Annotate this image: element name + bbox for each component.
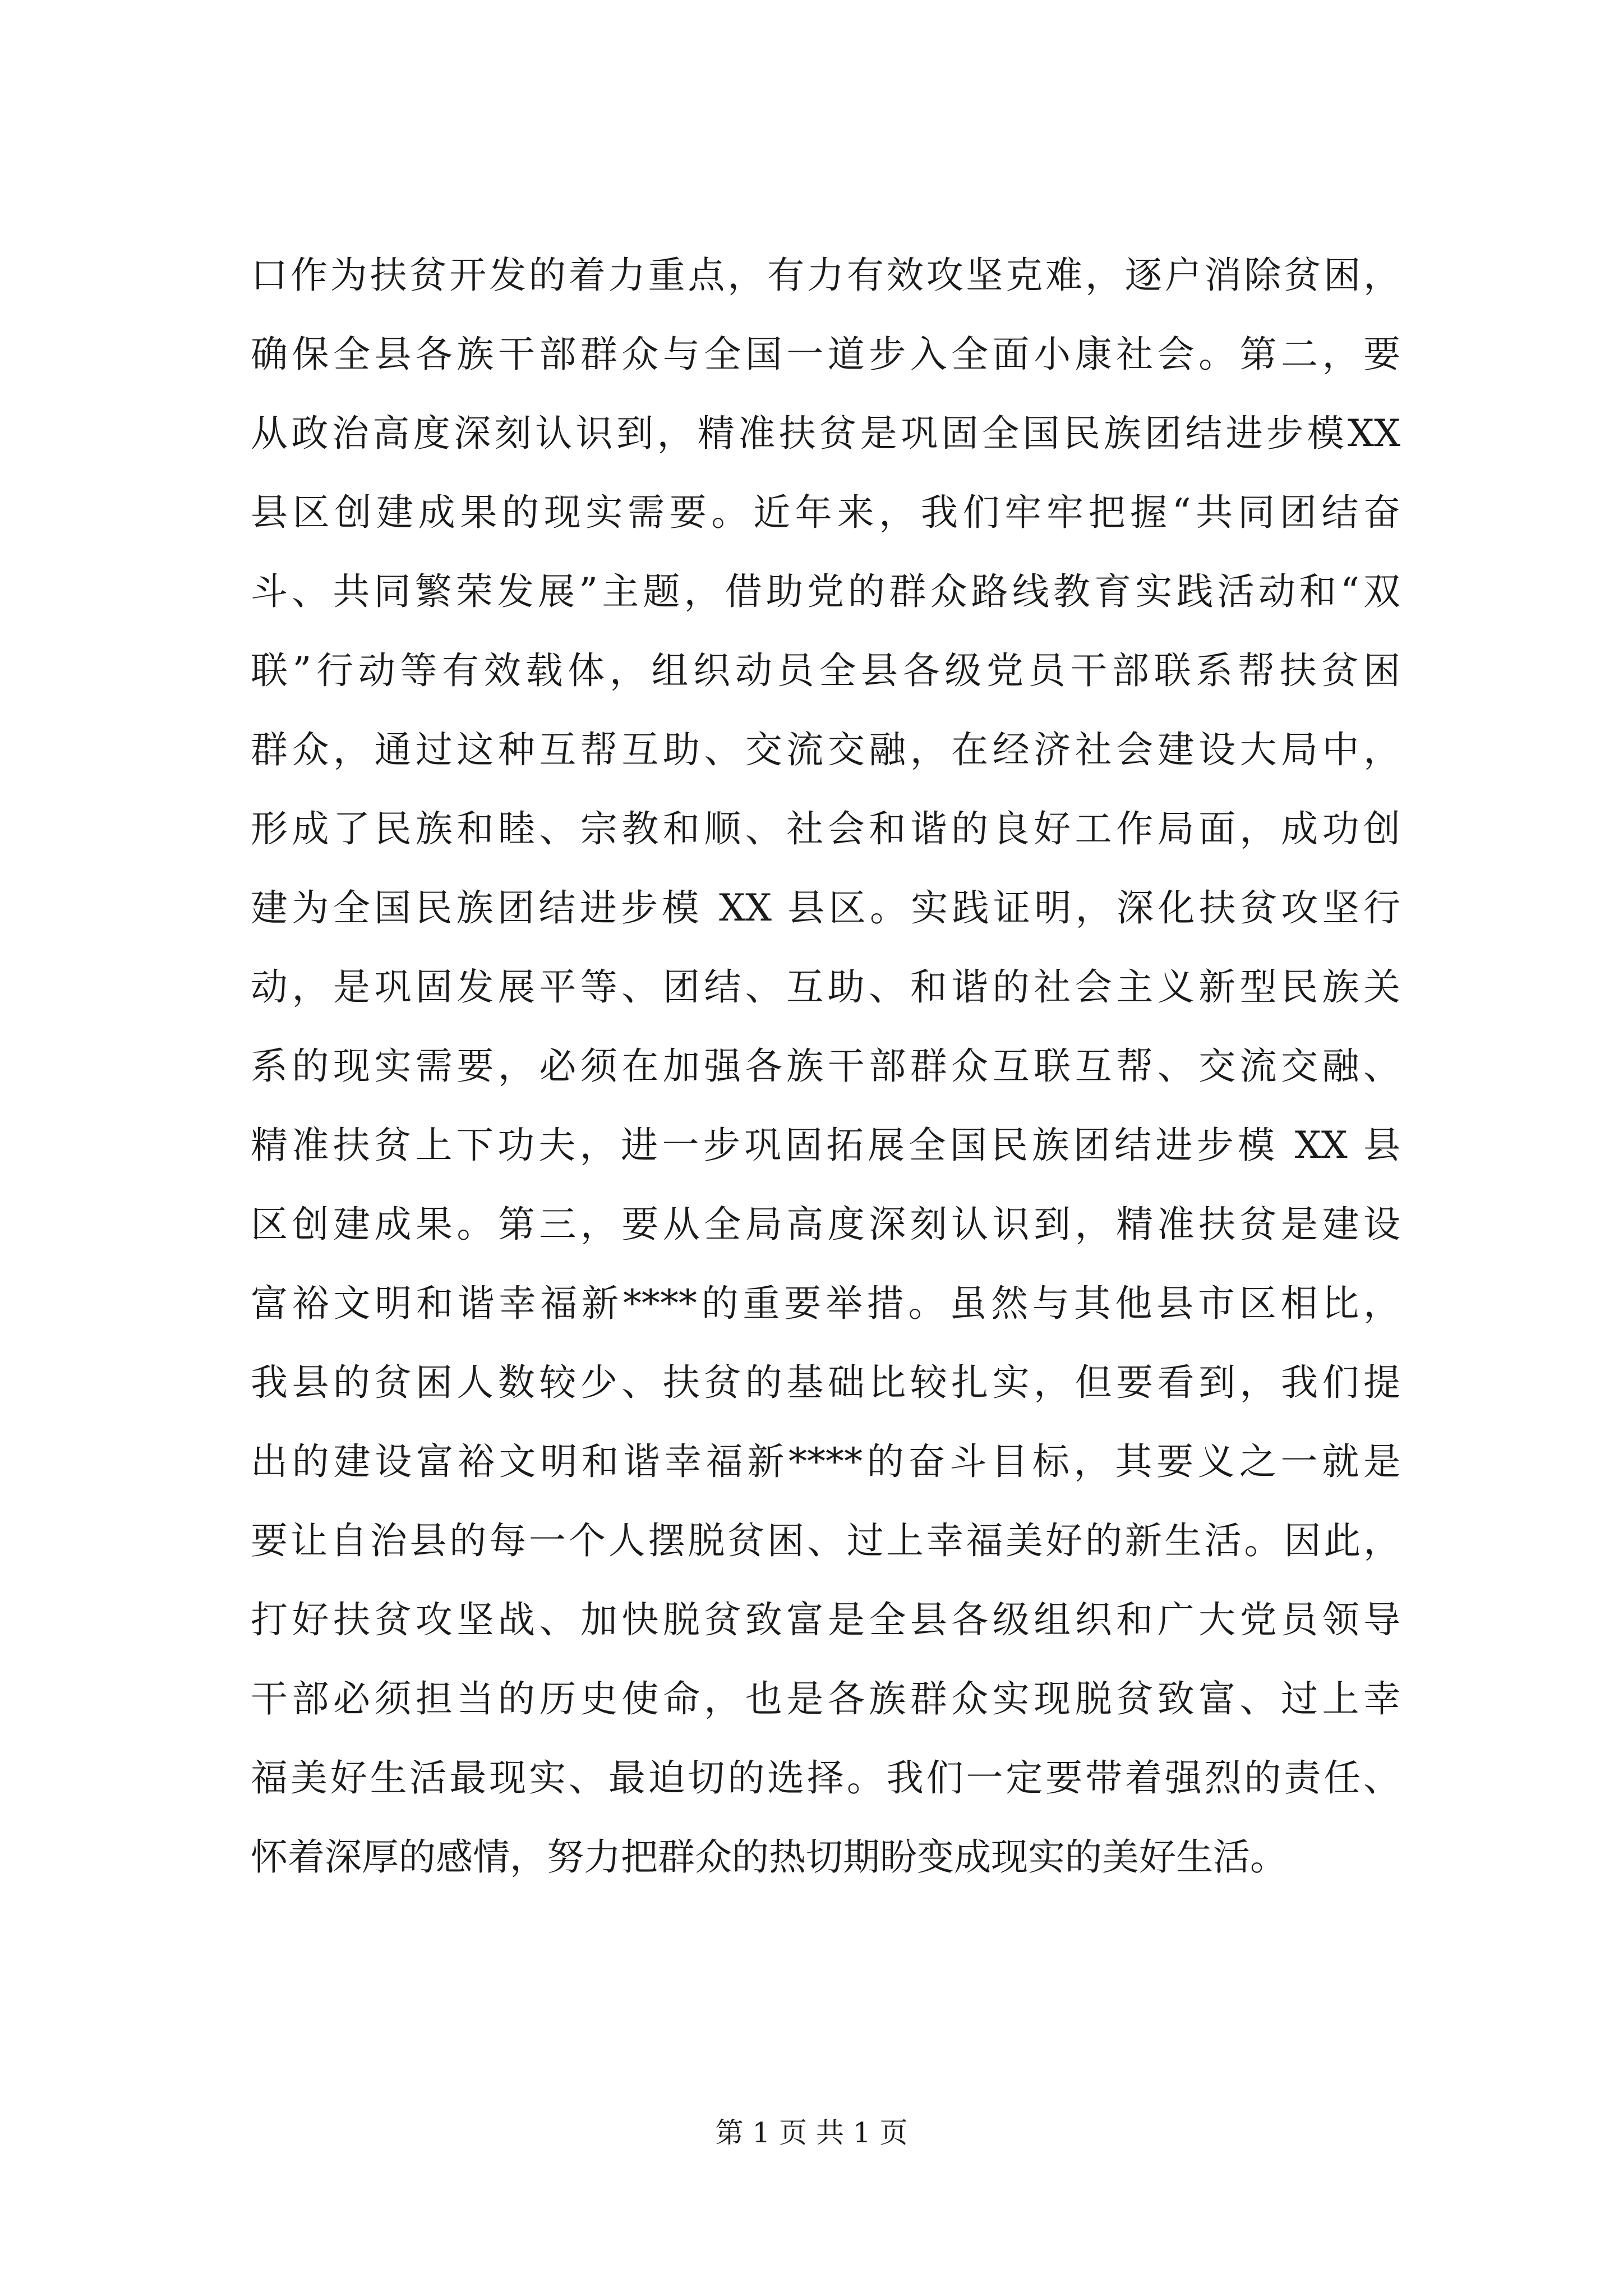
body-text [251,236,1400,1897]
text-line: 县区创建成果的现实需要。近年来，我们牢牢把握“共同团结奋 [251,491,1400,534]
text-line: 形成了民族和睦、宗教和顺、社会和谐的良好工作局面，成功创 [251,807,1400,850]
text-line: 斗、共同繁荣发展”主题，借助党的群众路线教育实践活动和“双 [251,570,1400,613]
text-line: 建为全国民族团结进步模 XX 县区。实践证明，深化扶贫攻坚行 [251,886,1400,930]
text-line: 动，是巩固发展平等、团结、互助、和谐的社会主义新型民族关 [251,965,1400,1009]
text-line: 富裕文明和谐幸福新****的重要举措。虽然与其他县市区相比， [251,1282,1400,1325]
text-line: 系的现实需要，必须在加强各族干部群众互联互帮、交流交融、 [251,1045,1400,1088]
text-line: 出的建设富裕文明和谐幸福新****的奋斗目标，其要义之一就是 [251,1440,1400,1483]
text-line: 怀着深厚的感情，努力把群众的热切期盼变成现实的美好生活。 [251,1835,1287,1879]
text-line: 要让自治县的每一个人摆脱贫困、过上幸福美好的新生活。因此， [251,1519,1400,1562]
page-footer [0,2116,1623,2150]
text-line: 联”行动等有效载体，组织动员全县各级党员干部联系帮扶贫困 [251,649,1400,692]
text-line: 区创建成果。第三，要从全局高度深刻认识到，精准扶贫是建设 [251,1203,1400,1246]
page-number-label: 第 1 页 共 1 页 [715,2116,908,2149]
text-line: 口作为扶贫开发的着力重点，有力有效攻坚克难，逐户消除贫困， [251,254,1400,297]
text-line: 我县的贫困人数较少、扶贫的基础比较扎实，但要看到，我们提 [251,1361,1400,1404]
text-line: 群众，通过这种互帮互助、交流交融，在经济社会建设大局中， [251,728,1400,771]
text-line: 打好扶贫攻坚战、加快脱贫致富是全县各级组织和广大党员领导 [251,1598,1400,1641]
text-line: 精准扶贫上下功夫，进一步巩固拓展全国民族团结进步模 XX 县 [251,1124,1400,1167]
text-line: 福美好生活最现实、最迫切的选择。我们一定要带着强烈的责任、 [251,1756,1400,1800]
text-line: 确保全县各族干部群众与全国一道步入全面小康社会。第二，要 [251,333,1400,376]
text-line: 干部必须担当的历史使命，也是各族群众实现脱贫致富、过上幸 [251,1677,1400,1720]
text-line: 从政治高度深刻认识到，精准扶贫是巩固全国民族团结进步模XX [251,412,1400,455]
